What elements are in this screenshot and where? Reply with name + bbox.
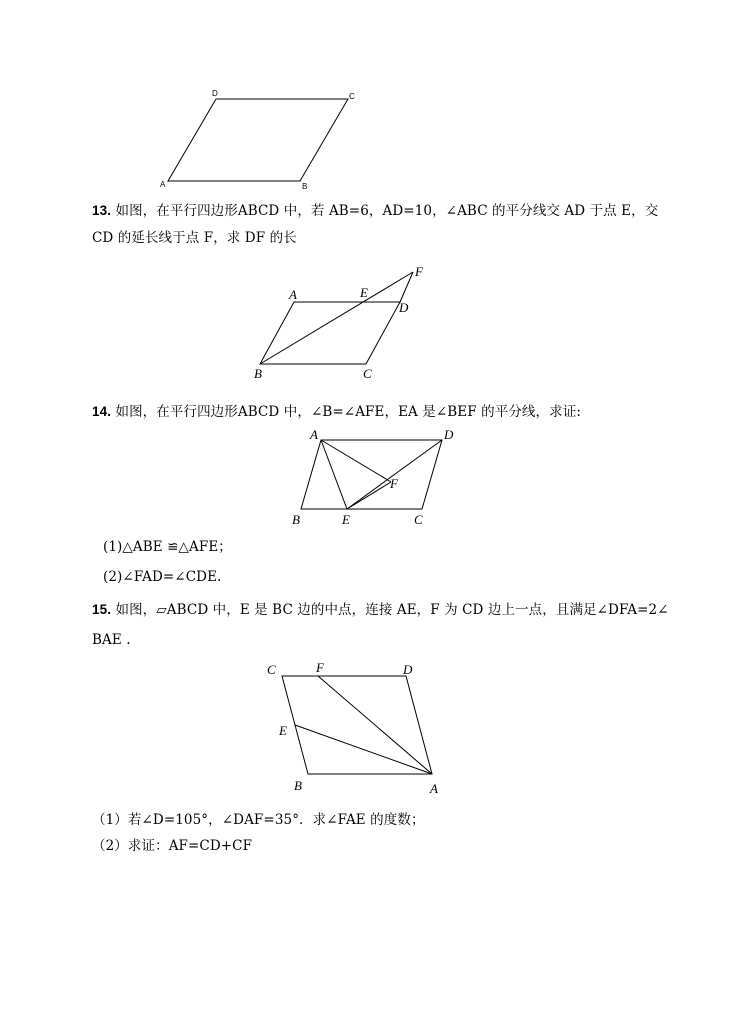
label-D: D [444, 427, 454, 442]
q15-segment-ea [295, 725, 432, 774]
q13-number: 13. [92, 203, 112, 218]
q14-part1-text: (1)△ABE ≌△AFE； [103, 539, 232, 555]
q15-part2 [92, 836, 252, 856]
label-E: E [342, 512, 350, 527]
q15-part2-text: （2）求证：AF=CD+CF [92, 838, 253, 854]
q13-line2 [92, 228, 297, 248]
q14-segment-af [321, 440, 391, 482]
q14-number: 14. [92, 404, 112, 419]
q13-bisector-line [260, 272, 413, 364]
label-A: A [430, 781, 438, 796]
figure-q13 [245, 262, 445, 384]
label-B: B [292, 512, 300, 527]
label-C: C [363, 366, 372, 381]
q14-part1 [103, 537, 232, 557]
q14-line1 [92, 402, 581, 422]
q13-parallelogram [260, 302, 400, 364]
q15-segment-fa [318, 676, 432, 774]
q15-parallelogram [282, 676, 432, 774]
q14-segment-ef [347, 482, 391, 509]
q15-text-line1: 如图，▱ABCD 中，E 是 BC 边的中点，连接 AE，F 为 CD 边上一点，且满足∠DFA=2∠ [115, 602, 669, 618]
q15-part1 [92, 810, 425, 830]
figure-q14 [282, 424, 462, 530]
q14-segment-ed [347, 440, 442, 509]
label-F: F [316, 660, 324, 675]
q13-line1 [92, 201, 658, 221]
label-F: F [415, 264, 423, 279]
q15-part1-text: （1）若∠D=105°，∠DAF=35°．求∠FAE 的度数； [92, 812, 425, 828]
label-B: B [302, 182, 308, 191]
q13-extension-df [400, 272, 413, 302]
q14-part2-text: (2)∠FAD=∠CDE. [103, 569, 222, 585]
label-E: E [279, 723, 287, 738]
q15-number: 15. [92, 602, 112, 617]
q15-line1 [92, 600, 669, 620]
label-A: A [160, 180, 166, 189]
label-D: D [399, 300, 409, 315]
label-F: F [390, 476, 398, 491]
figure-q15 [262, 655, 452, 797]
parallelogram-abcd [168, 99, 348, 181]
label-B: B [294, 778, 302, 793]
label-C: C [267, 662, 276, 677]
q14-part2 [103, 567, 221, 587]
q15-line2 [92, 630, 131, 650]
q14-parallelogram [301, 440, 442, 509]
q15-text-line2: BAE . [92, 632, 131, 648]
label-D: D [212, 89, 218, 98]
label-B: B [254, 366, 262, 381]
label-A: A [289, 287, 297, 302]
label-C: C [414, 512, 423, 527]
label-A: A [310, 427, 318, 442]
q14-text-line1: 如图，在平行四边形ABCD 中，∠B=∠AFE，EA 是∠BEF 的平分线，求证: [115, 404, 581, 420]
q13-text-line2: CD 的延长线于点 F，求 DF 的长 [92, 230, 297, 246]
q14-segment-ae [321, 440, 347, 509]
label-D: D [403, 662, 413, 677]
figure-parallelogram-abcd [150, 85, 370, 195]
label-E: E [360, 285, 368, 300]
q13-text-line1: 如图，在平行四边形ABCD 中，若 AB=6，AD=10，∠ABC 的平分线交 AD 于点 E，交 [115, 203, 659, 219]
label-C: C [349, 92, 355, 101]
